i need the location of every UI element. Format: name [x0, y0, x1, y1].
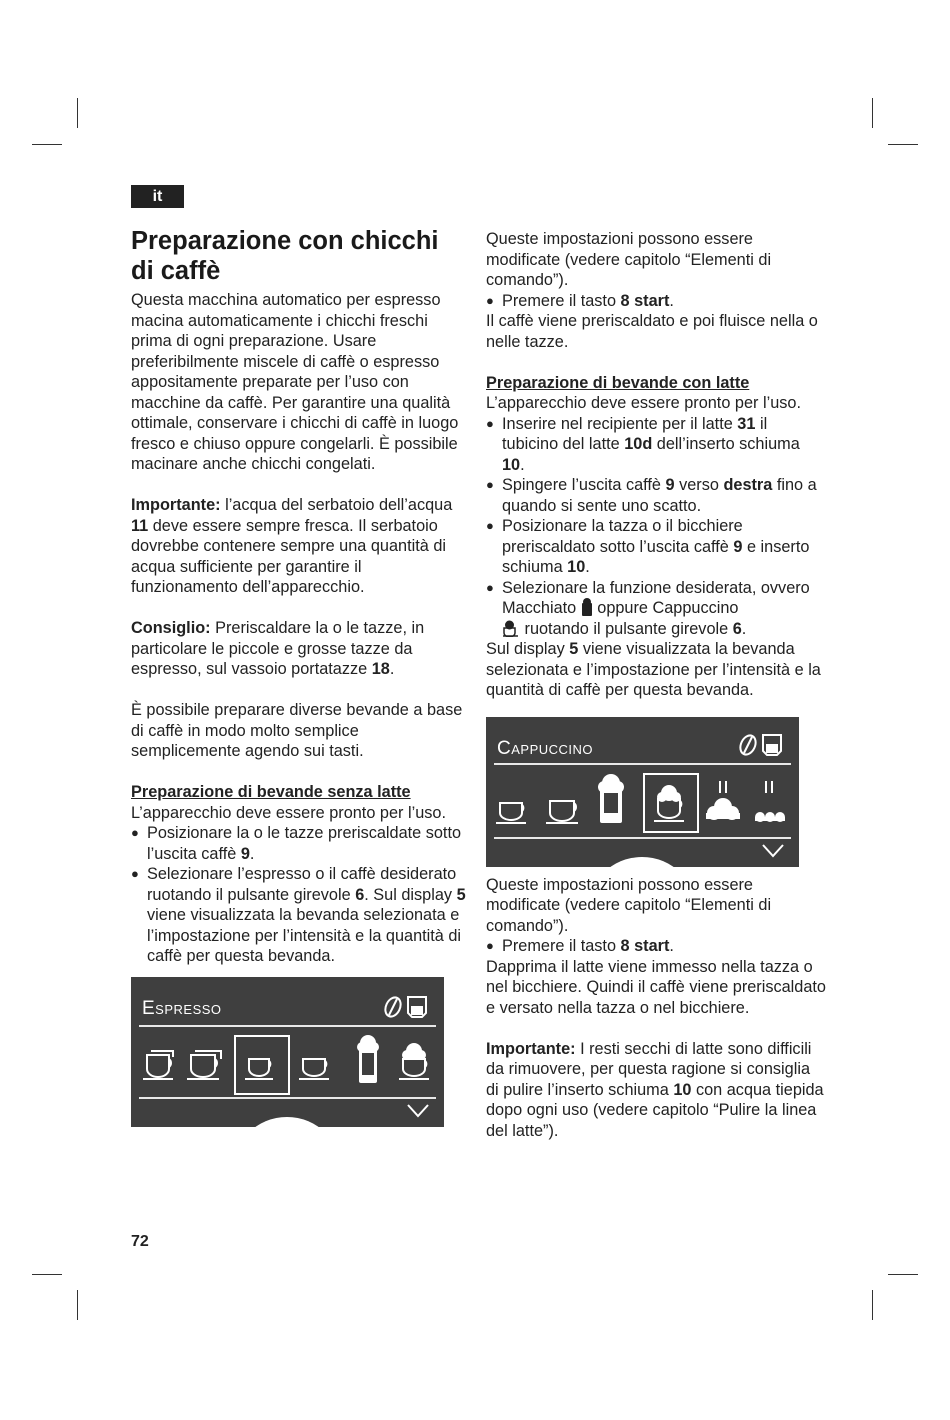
crop-mark	[32, 1274, 62, 1275]
crop-mark	[888, 144, 918, 145]
list-item: ● Posizionare la tazza o il bicchiere preriscaldato sotto l’uscita caffè 9 e inserto schiuma 10.	[486, 516, 826, 578]
cappuccino-icon	[502, 619, 520, 637]
list-item: ● Selezionare l’espresso o il caffè desiderato ruotando il pulsante girevole 6. Sul display 5 viene visualizzata la bevanda selezionata e l’impostazione per l’intensità e la quantità di caffè per questa bevanda.	[131, 864, 467, 967]
bean-cup-icon	[381, 993, 431, 1021]
crop-mark	[872, 98, 873, 128]
list-item: ● Premere il tasto 8 start.	[486, 291, 826, 312]
list-item: ● Spingere l’uscita caffè 9 verso destra fino a quando si sente uno scatto.	[486, 475, 826, 516]
display-knob	[587, 857, 697, 867]
list-item: ● Selezionare la funzione desiderata, ovvero Macchiato oppure Cappuccino ruotando il pulsante girevole 6.	[486, 578, 826, 640]
cappuccino-display	[486, 717, 799, 867]
display-divider	[494, 763, 791, 765]
display-text: Sul display 5 viene visualizzata la bevanda selezionata e l’impostazione per l’intensità e la quantità di caffè per questa bevanda.	[486, 640, 821, 699]
list-item: ● Premere il tasto 8 start.	[486, 936, 826, 957]
display-title: Cappuccino	[497, 737, 594, 759]
display-divider	[139, 1025, 436, 1027]
espresso-display	[131, 977, 444, 1127]
chevron-down-icon	[761, 843, 785, 859]
senza-latte-heading: Preparazione di bevande senza latte	[131, 783, 411, 801]
settings-note: Queste impostazioni possono essere modificate (vedere capitolo “Elementi di comando”).	[486, 230, 772, 289]
flow-text: Il caffè viene preriscaldato e poi fluisce nella o nelle tazze.	[486, 312, 818, 351]
list-item: ● Inserire nel recipiente per il latte 31 il tubicino del latte 10d dell’inserto schiuma 10.	[486, 414, 826, 476]
page-number: 72	[131, 1233, 149, 1250]
display-title: Espresso	[142, 997, 222, 1019]
drink-icons-row	[494, 771, 794, 835]
right-column	[486, 229, 826, 1141]
consiglio-paragraph: Consiglio: Preriscaldare la o le tazze, in particolare le piccole e grosse tazze da espresso, sul vassoio portatazze 18.	[131, 619, 425, 678]
page-title: Preparazione con chicchi di caffè	[131, 227, 439, 285]
intro-paragraph: Questa macchina automatico per espresso macina automaticamente i chicchi freschi prima di ogni preparazione. Usare preferibilmente miscele di caffè o espresso appositamente preparate per l’uso con macchine da caffè. Per garantire una qualità ottimale, conservare i chicchi di caffè in luogo fresco e chiuso oppure congelarli. È possibile macinare anche chicchi congelati.	[131, 291, 459, 473]
importante-paragraph: Importante: l’acqua del serbatoio dell’acqua 11 deve essere sempre fresca. Il serbatoio dovrebbe contenere sempre una quantità di acqua sufficiente per garantire il funzionamento dell’apparecchio.	[131, 496, 453, 596]
language-tag: it	[131, 185, 184, 208]
importante-paragraph: Importante: I resti secchi di latte sono difficili da rimuovere, per questa ragione si consiglia di pulire l’inserto schiuma 10 con acqua tiepida dopo ogni uso (vedere capitolo “Pulire la linea del latte”).	[486, 1039, 824, 1140]
con-latte-heading: Preparazione di bevande con latte	[486, 373, 750, 392]
crop-mark	[872, 1290, 873, 1320]
possible-paragraph: È possibile preparare diverse bevande a base di caffè in modo molto semplice semplicemente agendo sui tasti.	[131, 701, 463, 760]
crop-mark	[888, 1274, 918, 1275]
drink-icons-row	[139, 1033, 439, 1095]
display-knob	[232, 1117, 342, 1127]
display-divider	[494, 837, 791, 839]
ready-text: L’apparecchio deve essere pronto per l’uso.	[486, 394, 801, 412]
crop-mark	[77, 98, 78, 128]
settings-note: Queste impostazioni possono essere modificate (vedere capitolo “Elementi di comando”).	[486, 875, 772, 935]
chevron-down-icon	[406, 1103, 430, 1119]
list-item: ● Posizionare la o le tazze preriscaldate sotto l’uscita caffè 9.	[131, 823, 467, 864]
bean-cup-icon	[736, 731, 786, 759]
display-divider	[139, 1097, 436, 1099]
dapprima-text: Dapprima il latte viene immesso nella tazza o nel bicchiere. Quindi il caffè viene preriscaldato e versato nella tazza o nel bicchiere.	[486, 957, 826, 1017]
macchiato-icon	[581, 598, 593, 616]
crop-mark	[32, 144, 62, 145]
ready-text: L’apparecchio deve essere pronto per l’uso.	[131, 803, 446, 822]
left-column	[131, 226, 467, 1127]
crop-mark	[77, 1290, 78, 1320]
